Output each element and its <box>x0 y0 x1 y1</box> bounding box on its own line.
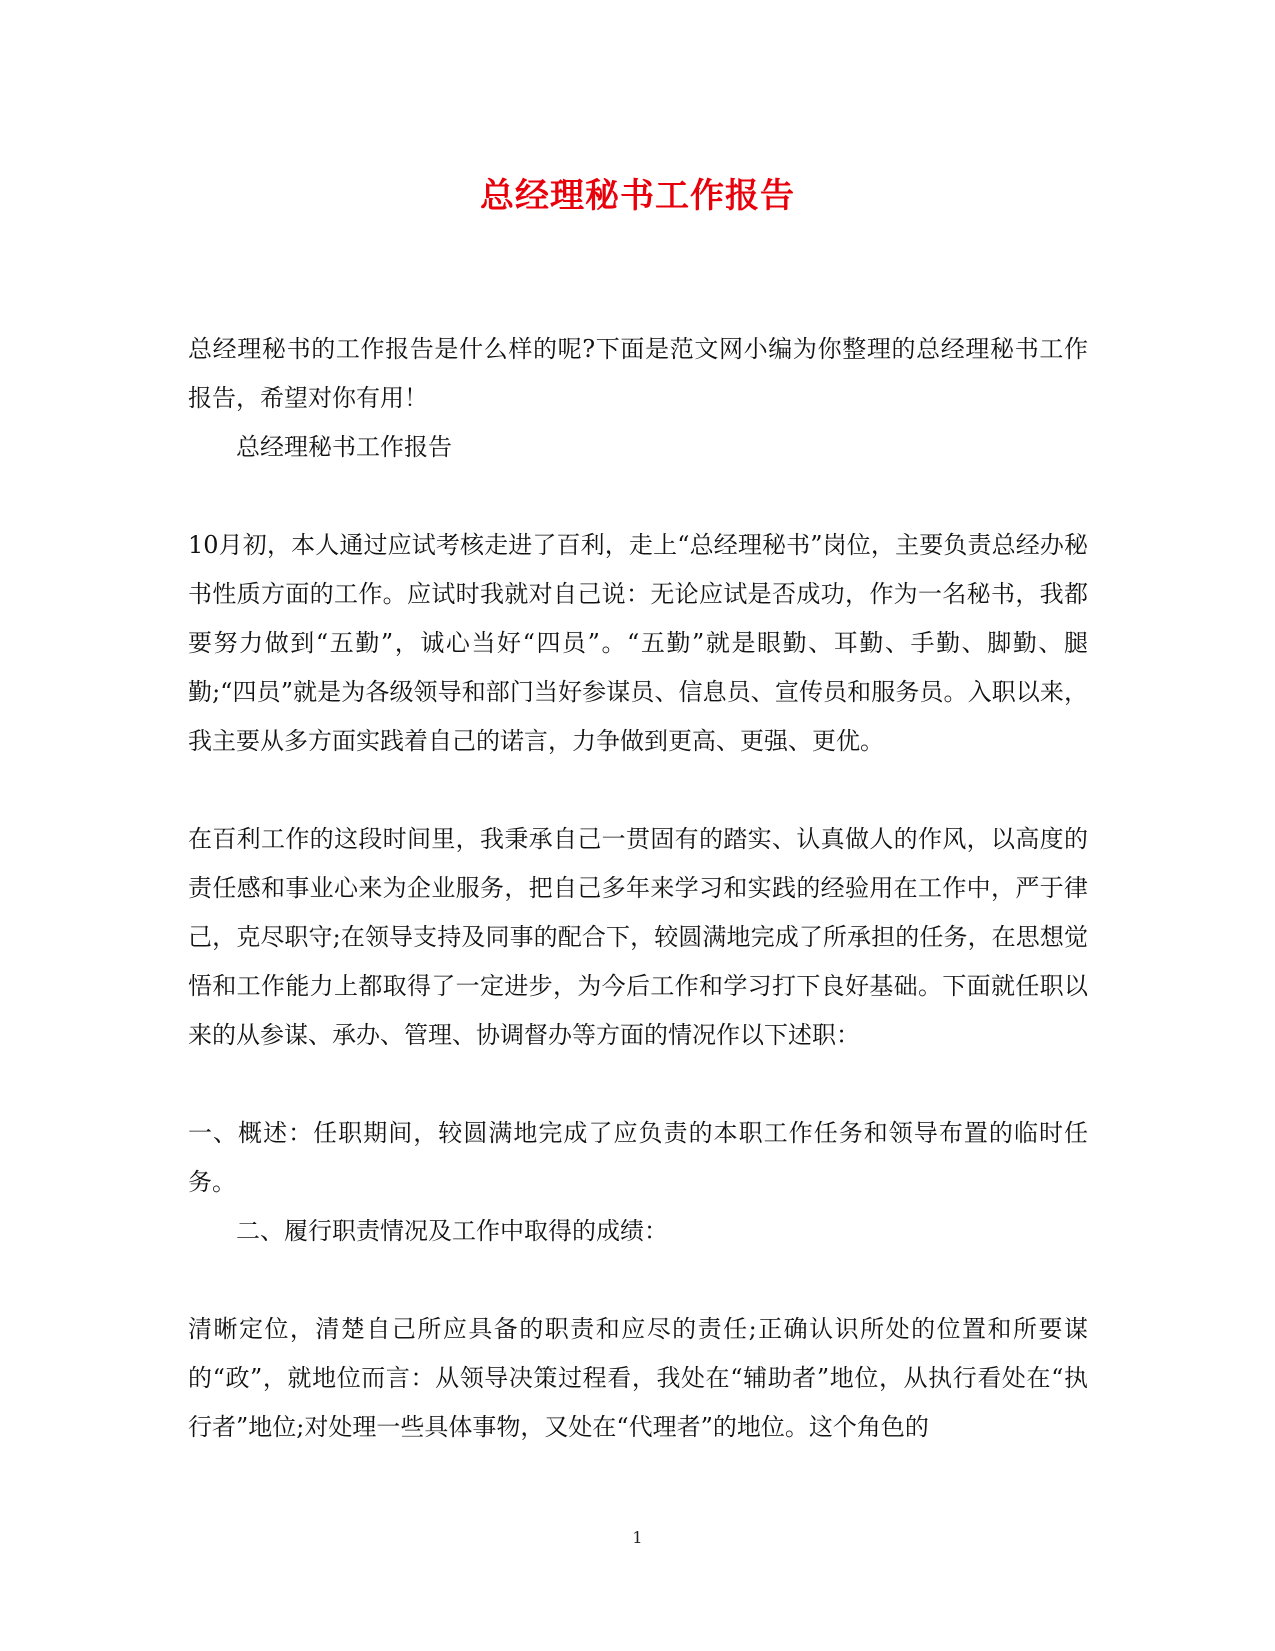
section-two-heading: 二、履行职责情况及工作中取得的成绩： <box>236 1217 668 1245</box>
section-one-paragraph: 一、概述：任职期间，较圆满地完成了应负责的本职工作任务和领导布置的临时任务。 <box>188 1119 1088 1196</box>
document-body <box>188 325 1088 1452</box>
intro-paragraph: 总经理秘书的工作报告是什么样的呢?下面是范文网小编为你整理的总经理秘书工作报告，希望对你有用！ <box>188 335 1088 412</box>
document-title: 总经理秘书工作报告 <box>480 176 795 216</box>
body-paragraph-3: 清晰定位，清楚自己所应具备的职责和应尽的责任;正确认识所处的位置和所要谋的“政”，就地位而言：从领导决策过程看，我处在“辅助者”地位，从执行看处在“执行者”地位;对处理一些具体事物，又处在“代理者”的地位。这个角色的 <box>188 1315 1088 1441</box>
page-number: 1 <box>632 1528 643 1547</box>
subtitle-paragraph: 总经理秘书工作报告 <box>236 433 452 461</box>
body-paragraph-2: 在百利工作的这段时间里，我秉承自己一贯固有的踏实、认真做人的作风，以高度的责任感和事业心来为企业服务，把自己多年来学习和实践的经验用在工作中，严于律己，克尽职守;在领导支持及同事的配合下，较圆满地完成了所承担的任务，在思想觉悟和工作能力上都取得了一定进步，为今后工作和学习打下良好基础。下面就任职以来的从参谋、承办、管理、协调督办等方面的情况作以下述职： <box>188 825 1088 1049</box>
body-paragraph-1: 10月初，本人通过应试考核走进了百利，走上“总经理秘书”岗位，主要负责总经办秘书性质方面的工作。应试时我就对自己说：无论应试是否成功，作为一名秘书，我都要努力做到“五勤”，诚心当好“四员”。“五勤”就是眼勤、耳勤、手勤、脚勤、腿勤;“四员”就是为各级领导和部门当好参谋员、信息员、宣传员和服务员。入职以来，我主要从多方面实践着自己的诺言，力争做到更高、更强、更优。 <box>188 531 1088 755</box>
